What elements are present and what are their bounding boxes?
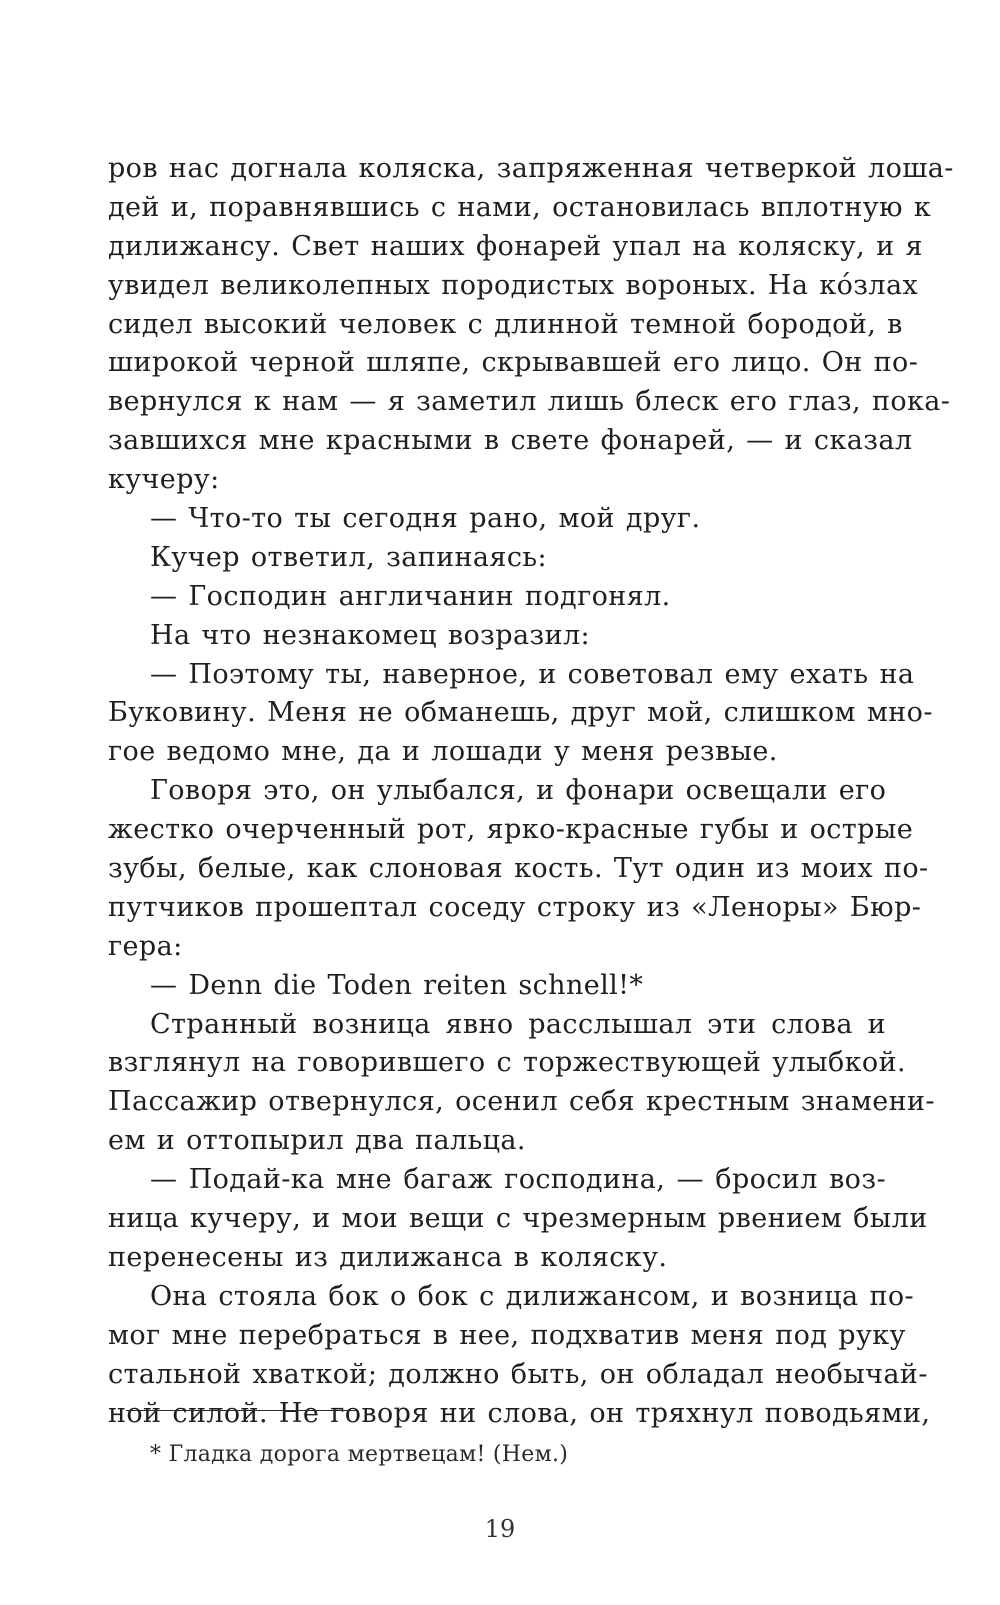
page-number: 19 xyxy=(484,1515,516,1543)
text-line: взглянул на говорившего с торжествующей улыбкой. xyxy=(108,1047,906,1079)
text-line: гое ведомо мне, да и лошади у меня резвые. xyxy=(108,736,778,768)
footnote-divider xyxy=(126,1410,356,1411)
text-line: дилижансу. Свет наших фонарей упал на коляску, и я xyxy=(108,230,923,262)
text-line: ров нас догнала коляска, запряженная четверкой лоша- xyxy=(108,153,954,184)
text-line: Пассажир отвернулся, осенил себя крестным знамени- xyxy=(108,1086,935,1118)
text-line: мог мне перебраться в нее, подхватив меня под руку xyxy=(108,1319,906,1351)
text-line: Говоря это, он улыбался, и фонари освещали его xyxy=(150,775,887,807)
text-line: перенесены из дилижанса в коляску. xyxy=(108,1241,668,1273)
text-line: Странный возница явно расслышал эти слова и xyxy=(150,1008,886,1040)
text-line: увидел великолепных породистых вороных. На ко́злах xyxy=(108,269,919,301)
body-text xyxy=(108,150,954,1433)
dialogue-line: — Господин англичанин подгонял. xyxy=(150,580,671,612)
footnote: * Гладка дорога мертвецам! (Нем.) xyxy=(150,1442,569,1467)
text-line: ем и оттопырил два пальца. xyxy=(108,1125,526,1157)
text-line: ница кучеру, и мои вещи с чрезмерным рвением были xyxy=(108,1203,928,1235)
text-line: сидел высокий человек с длинной темной бородой, в xyxy=(108,308,903,340)
text-line: Буковину. Меня не обманешь, друг мой, слишком мно- xyxy=(108,697,933,729)
text-line: гера: xyxy=(108,930,183,962)
text-line: жестко очерченный рот, ярко-красные губы и острые xyxy=(108,814,914,846)
dialogue-line: — Denn die Toden reiten schnell!* xyxy=(150,969,644,1001)
text-line: дей и, поравнявшись с нами, остановилась вплотную к xyxy=(108,191,932,223)
text-line: широкой черной шляпе, скрывавшей его лицо. Он по- xyxy=(108,347,919,379)
text-line: кучеру: xyxy=(108,464,220,496)
text-line: путчиков прошептал соседу строку из «Леноры» Бюр- xyxy=(108,891,922,923)
text-line: вернулся к нам — я заметил лишь блеск его глаз, пока- xyxy=(108,386,951,418)
dialogue-line: — Поэтому ты, наверное, и советовал ему ехать на xyxy=(150,658,915,690)
text-line: завшихся мне красными в свете фонарей, — и сказал xyxy=(108,425,913,457)
text-line: Она стояла бок о бок с дилижансом, и возница по- xyxy=(150,1280,915,1312)
dialogue-line: — Подай-ка мне багаж господина, — бросил воз- xyxy=(150,1164,886,1196)
dialogue-line: — Что-то ты сегодня рано, мой друг. xyxy=(150,503,701,535)
text-line: зубы, белые, как слоновая кость. Тут один из моих по- xyxy=(108,853,929,885)
text-line: ной силой. Не говоря ни слова, он тряхнул поводьями, xyxy=(108,1397,931,1429)
text-line: стальной хваткой; должно быть, он обладал необычай- xyxy=(108,1358,928,1390)
text-line: На что незнакомец возразил: xyxy=(150,619,591,651)
text-line: Кучер ответил, запинаясь: xyxy=(150,541,547,573)
